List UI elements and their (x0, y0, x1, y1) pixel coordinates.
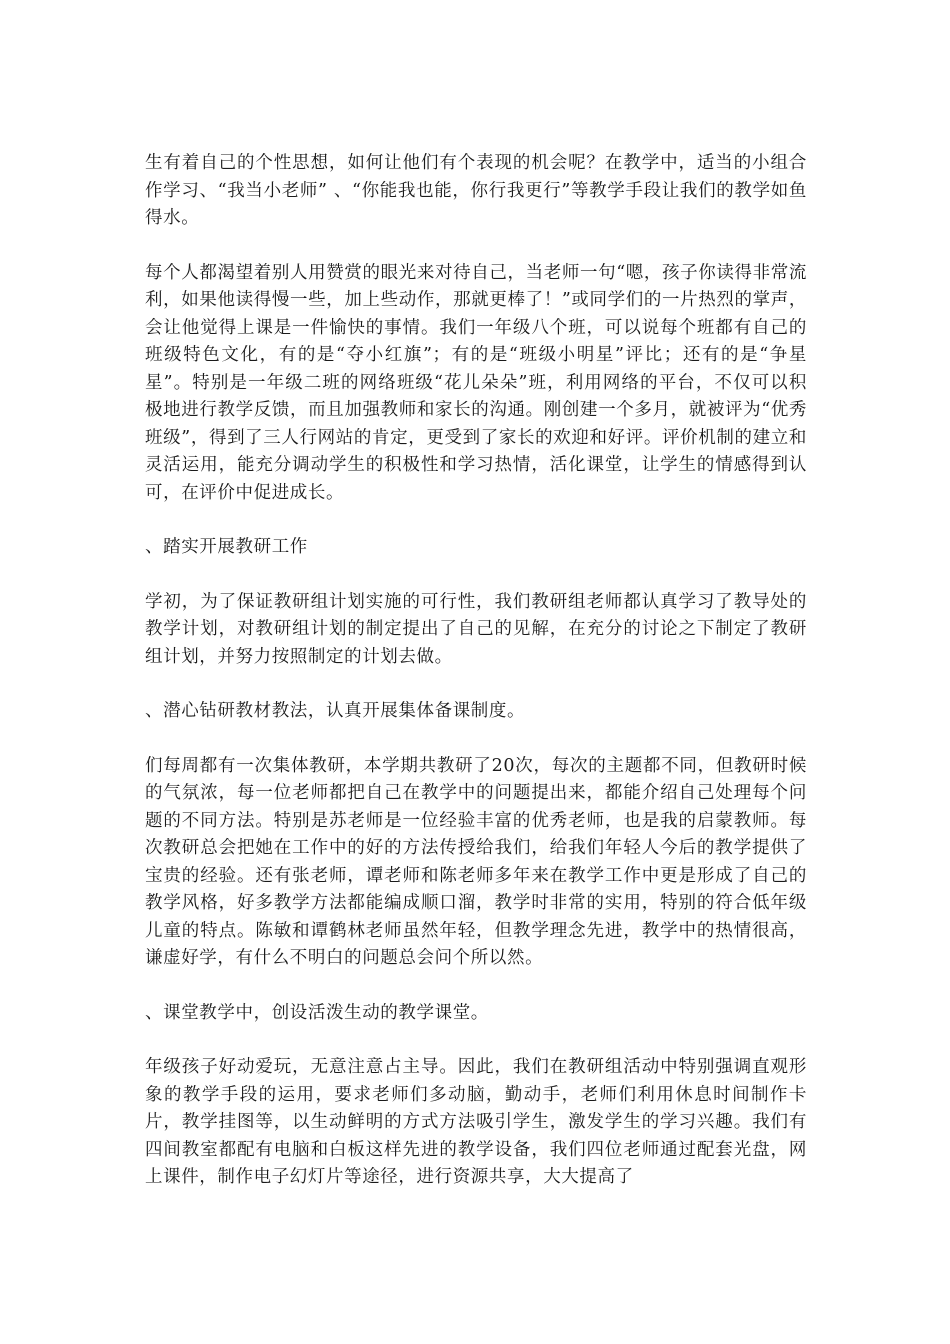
section-heading: 、踏实开展教研工作 (145, 537, 308, 557)
paragraph: 们每周都有一次集体教研，本学期共教研了20次，每次的主题都不同，但教研时候的气氛浓，每一位老师都把自己在教学中的问题提出来，都能介绍自己处理每个问题的不同方法。特别是苏老师是一位经验丰富的优秀老师，也是我的启蒙教师。每次教研总会把她在工作中的好的方法传授给我们，给我们年轻人今后的教学提供了宝贵的经验。还有张老师，谭老师和陈老师多年来在教学工作中更是形成了自己的教学风格，好多教学方法都能编成顺口溜，教学时非常的实用，特别的符合低年级儿童的特点。陈敏和谭鹤林老师虽然年轻，但教学理念先进，教学中的热情很高，谦虚好学，有什么不明白的问题总会问个所以然。 (145, 755, 807, 968)
paragraph: 每个人都渴望着别人用赞赏的眼光来对待自己，当老师一句“嗯，孩子你读得非常流利，如果他读得慢一些，加上些动作，那就更棒了！”或同学们的一片热烈的掌声，会让他觉得上课是一件愉快的事情。我们一年级八个班，可以说每个班都有自己的班级特色文化，有的是“夺小红旗”；有的是“班级小明星”评比；还有的是“争星星”。特别是一年级二班的网络班级“花儿朵朵”班，利用网络的平台，不仅可以积极地进行教学反馈，而且加强教师和家长的沟通。刚创建一个多月，就被评为“优秀班级”，得到了三人行网站的肯定，更受到了家长的欢迎和好评。评价机制的建立和灵活运用，能充分调动学生的积极性和学习热情，活化课堂，让学生的情感得到认可，在评价中促进成长。 (145, 262, 807, 503)
paragraph: 学初，为了保证教研组计划实施的可行性，我们教研组老师都认真学习了教导处的教学计划，对教研组计划的制定提出了自己的见解，在充分的讨论之下制定了教研组计划，并努力按照制定的计划去做。 (145, 591, 807, 667)
document-body (145, 150, 807, 1219)
section-heading: 、潜心钻研教材教法，认真开展集体备课制度。 (145, 701, 526, 721)
section-heading: 、课堂教学中，创设活泼生动的教学课堂。 (145, 1002, 489, 1023)
paragraph: 生有着自己的个性思想，如何让他们有个表现的机会呢？在教学中，适当的小组合作学习、“我当小老师” 、“你能我也能，你行我更行”等教学手段让我们的教学如鱼得水。 (145, 153, 807, 228)
paragraph: 年级孩子好动爱玩，无意注意占主导。因此，我们在教研组活动中特别强调直观形象的教学手段的运用，要求老师们多动脑，勤动手，老师们利用休息时间制作卡片，教学挂图等，以生动鲜明的方式方法吸引学生，激发学生的学习兴趣。我们有四间教室都配有电脑和白板这样先进的教学设备，我们四位老师通过配套光盘，网上课件，制作电子幻灯片等途径，进行资源共享，大大提高了 (145, 1057, 807, 1187)
